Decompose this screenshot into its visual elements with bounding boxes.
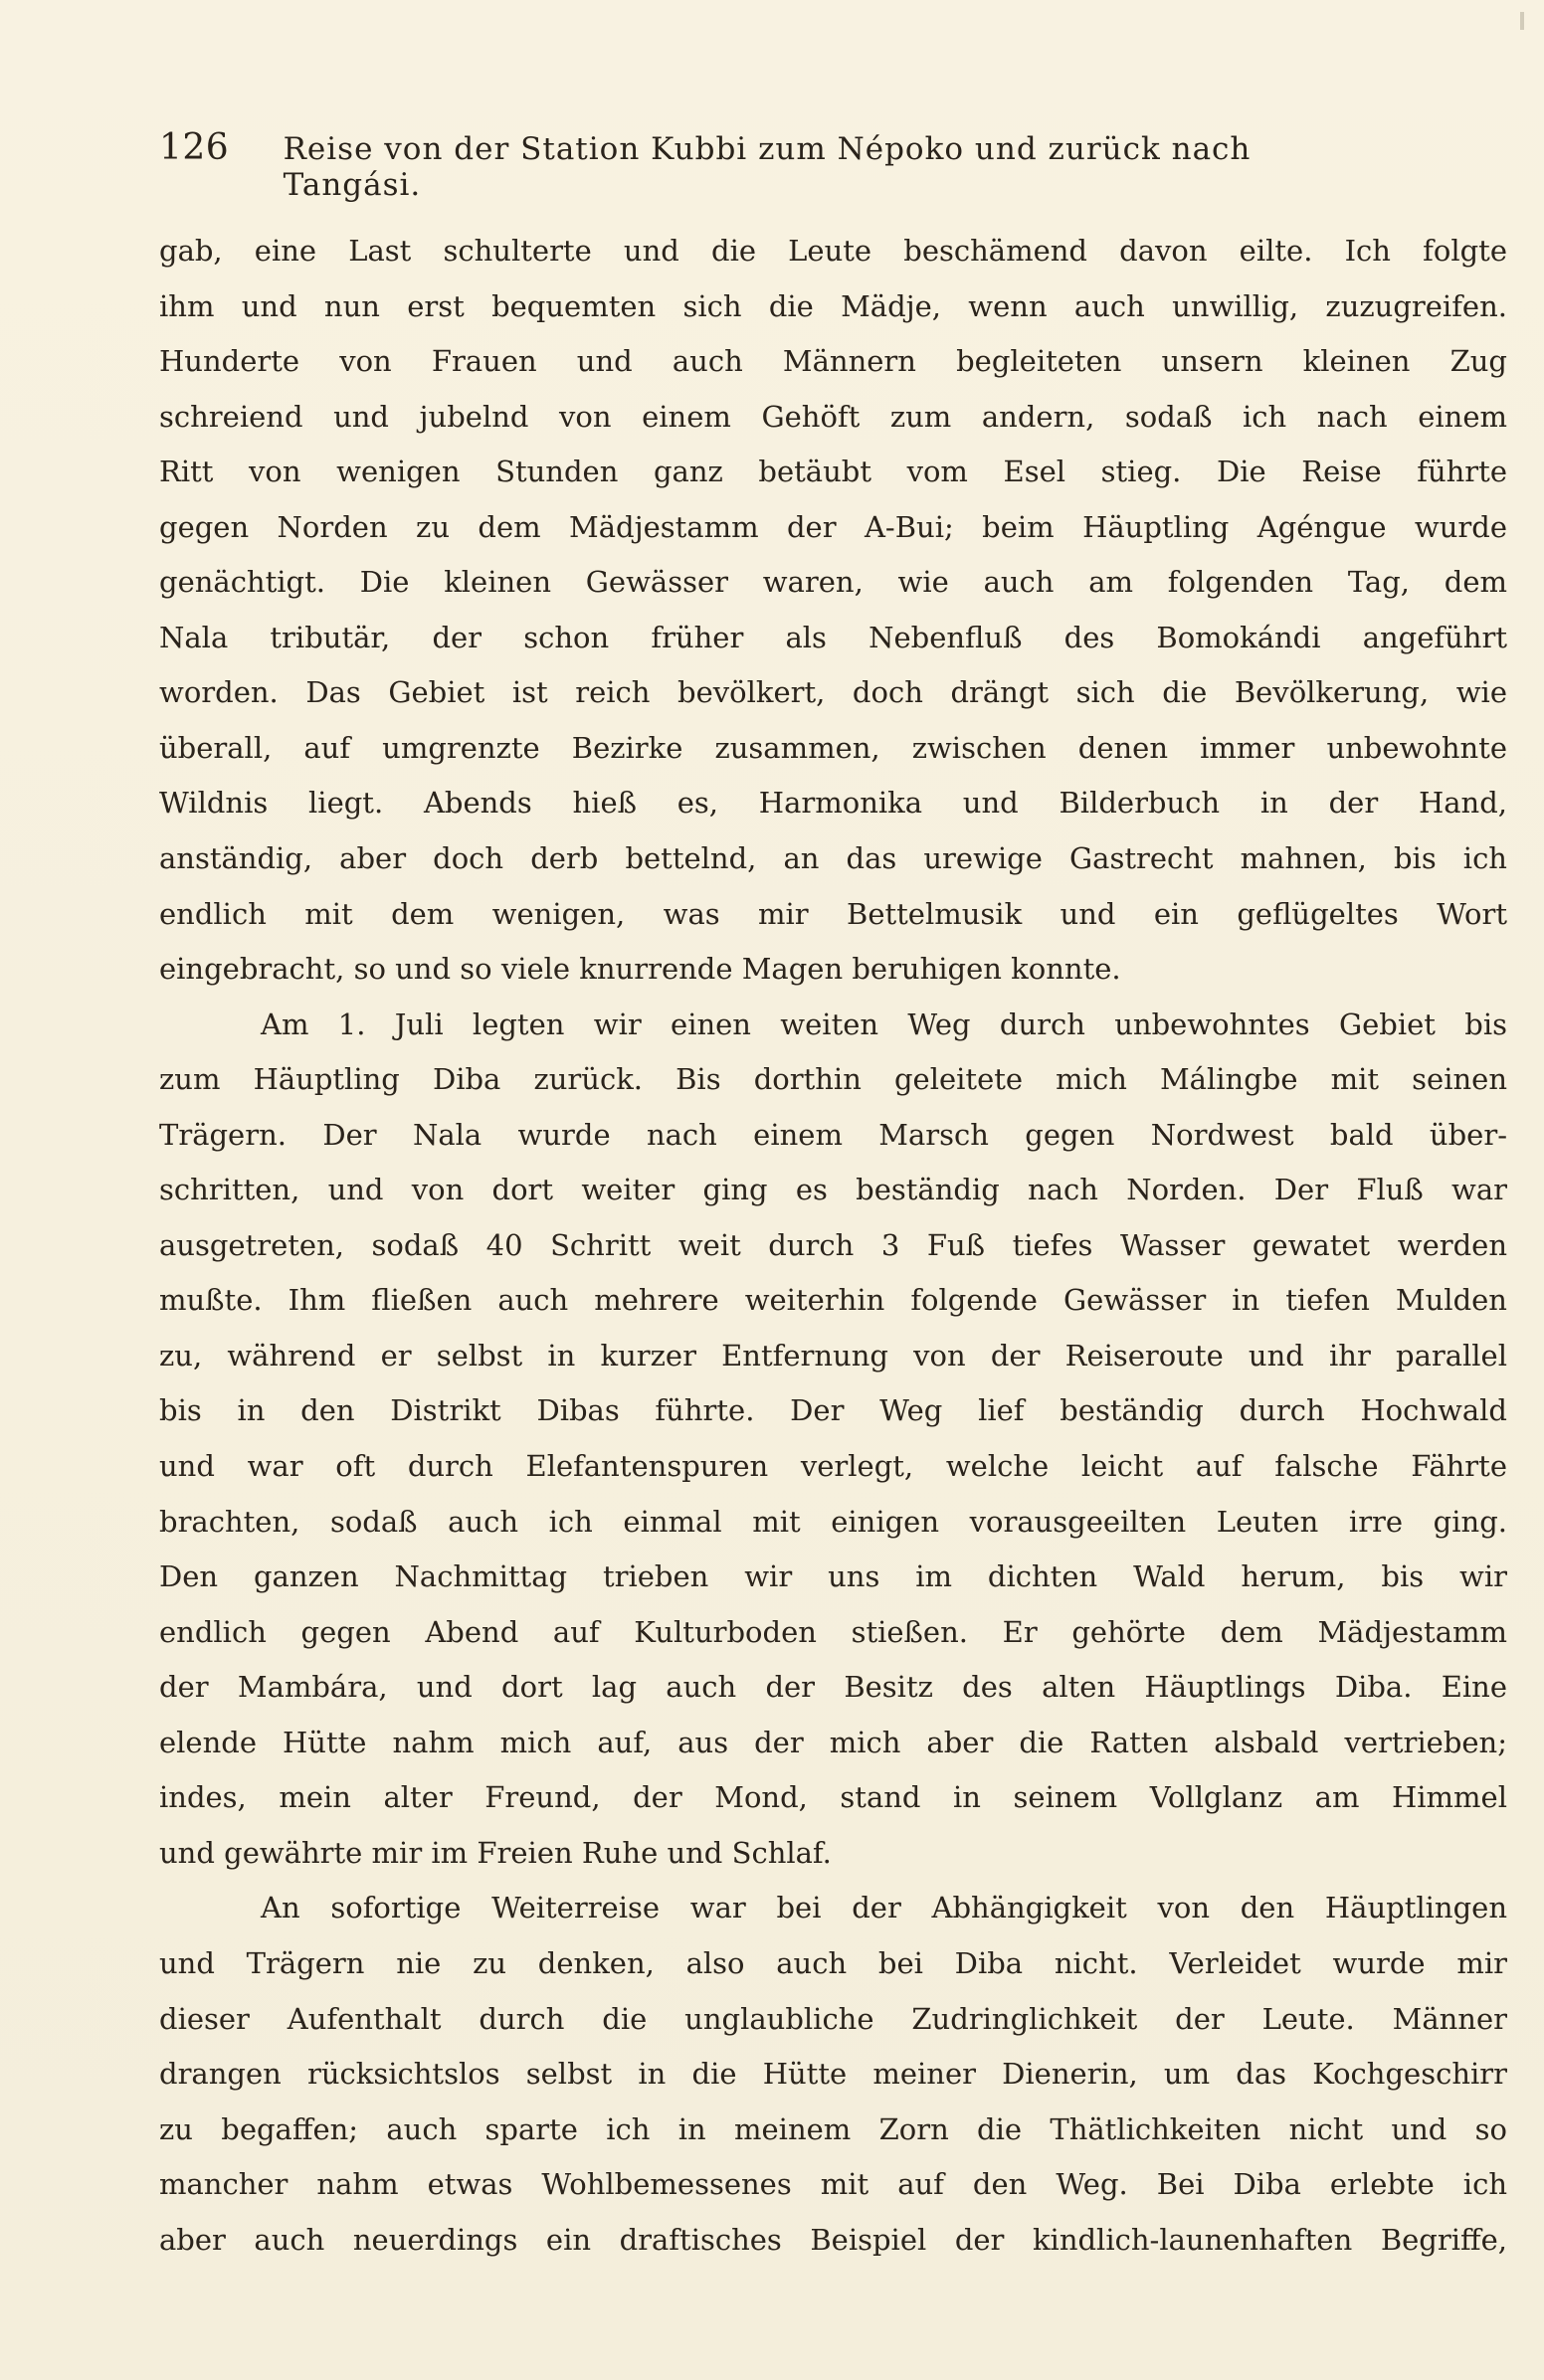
text-line: ausgetreten, sodaß 40 Schritt weit durch 3 Fuß tiefes Wasser gewatet werden [159, 1227, 1507, 1262]
page-number: 126 [159, 127, 230, 168]
paragraph-3 [159, 1881, 1507, 2268]
text-line: schreiend und jubelnd von einem Gehöft zum andern, sodaß ich nach einem [159, 399, 1507, 434]
text-line: zu, während er selbst in kurzer Entfernung von der Reiseroute und ihr parallel [159, 1338, 1507, 1373]
text-line: bis in den Distrikt Dibas führte. Der Weg lief beständig durch Hochwald [159, 1393, 1507, 1428]
text-line: eingebracht, so und so viele knurrende Magen beruhigen konnte. [159, 952, 1121, 987]
text-line: drangen rücksichtslos selbst in die Hütte meiner Dienerin, um das Kochgeschirr [159, 2057, 1507, 2092]
text-line: worden. Das Gebiet ist reich bevölkert, doch drängt sich die Bevölkerung, wie [159, 675, 1507, 710]
text-line: Den ganzen Nachmittag trieben wir uns im dichten Wald herum, bis wir [159, 1559, 1507, 1594]
text-line: überall, auf umgrenzte Bezirke zusammen, zwischen denen immer unbewohnte [159, 730, 1507, 765]
text-line: zu begaffen; auch sparte ich in meinem Zorn die Thätlichkeiten nicht und so [159, 2111, 1507, 2146]
text-line: endlich mit dem wenigen, was mir Bettelmusik und ein geflügeltes Wort [159, 896, 1507, 931]
text-line: brachten, sodaß auch ich einmal mit einigen vorausgeeilten Leuten irre ging. [159, 1504, 1507, 1539]
text-line: endlich gegen Abend auf Kulturboden stießen. Er gehörte dem Mädjestamm [159, 1614, 1507, 1649]
text-line: aber auch neuerdings ein draftisches Beispiel der kindlich-launenhaften Begriffe, [159, 2222, 1507, 2257]
text-line: Trägern. Der Nala wurde nach einem Marsch gegen Nordwest bald über- [159, 1117, 1507, 1152]
text-line: gegen Norden zu dem Mädjestamm der A-Bui; beim Häuptling Agéngue wurde [159, 509, 1507, 544]
text-line: Ritt von wenigen Stunden ganz betäubt vom Esel stieg. Die Reise führte [159, 455, 1507, 489]
text-line: Hunderte von Frauen und auch Männern begleiteten unsern kleinen Zug [159, 344, 1507, 379]
text-line: Am 1. Juli legten wir einen weiten Weg durch unbewohntes Gebiet bis [261, 1007, 1507, 1041]
paragraph-2 [159, 998, 1507, 1882]
text-line: An sofortige Weiterreise war bei der Abhängigkeit von den Häuptlingen [261, 1891, 1507, 1925]
text-line: zum Häuptling Diba zurück. Bis dorthin geleitete mich Málingbe mit seinen [159, 1062, 1507, 1097]
text-line: Nala tributär, der schon früher als Nebenfluß des Bomokándi angeführt [159, 620, 1507, 654]
text-line: ihm und nun erst bequemten sich die Mädje, wenn auch unwillig, zuzugreifen. [159, 288, 1507, 323]
body-text [159, 224, 1507, 2268]
text-line: gab, eine Last schulterte und die Leute beschämend davon eilte. Ich folgte [159, 234, 1507, 268]
text-line: dieser Aufenthalt durch die unglaubliche Zudringlichkeit der Leute. Männer [159, 2001, 1507, 2036]
text-line: und war oft durch Elefantenspuren verlegt, welche leicht auf falsche Fährte [159, 1449, 1507, 1484]
text-line: mancher nahm etwas Wohlbemessenes mit auf den Weg. Bei Diba erlebte ich [159, 2167, 1507, 2202]
text-line: elende Hütte nahm mich auf, aus der mich aber die Ratten alsbald vertrieben; [159, 1725, 1507, 1759]
text-line: der Mambára, und dort lag auch der Besitz des alten Häuptlings Diba. Eine [159, 1670, 1507, 1705]
text-line: und Trägern nie zu denken, also auch bei Diba nicht. Verleidet wurde mir [159, 1945, 1507, 1980]
running-head [159, 127, 1353, 203]
text-line: mußte. Ihm fließen auch mehrere weiterhin folgende Gewässer in tiefen Mulden [159, 1283, 1507, 1318]
paragraph-1 [159, 224, 1507, 998]
text-line: und gewährte mir im Freien Ruhe und Schlaf. [159, 1835, 832, 1870]
text-line: anständig, aber doch derb bettelnd, an das urewige Gastrecht mahnen, bis ich [159, 841, 1507, 876]
text-line: Wildnis liegt. Abends hieß es, Harmonika und Bilderbuch in der Hand, [159, 786, 1507, 821]
scan-edge-mark [1520, 12, 1524, 30]
running-title: Reise von der Station Kubbi zum Népoko und zurück nach Tangási. [283, 131, 1252, 203]
text-line: genächtigt. Die kleinen Gewässer waren, wie auch am folgenden Tag, dem [159, 565, 1507, 600]
text-line: indes, mein alter Freund, der Mond, stand in seinem Vollglanz am Himmel [159, 1780, 1507, 1815]
text-line: schritten, und von dort weiter ging es beständig nach Norden. Der Fluß war [159, 1173, 1507, 1207]
